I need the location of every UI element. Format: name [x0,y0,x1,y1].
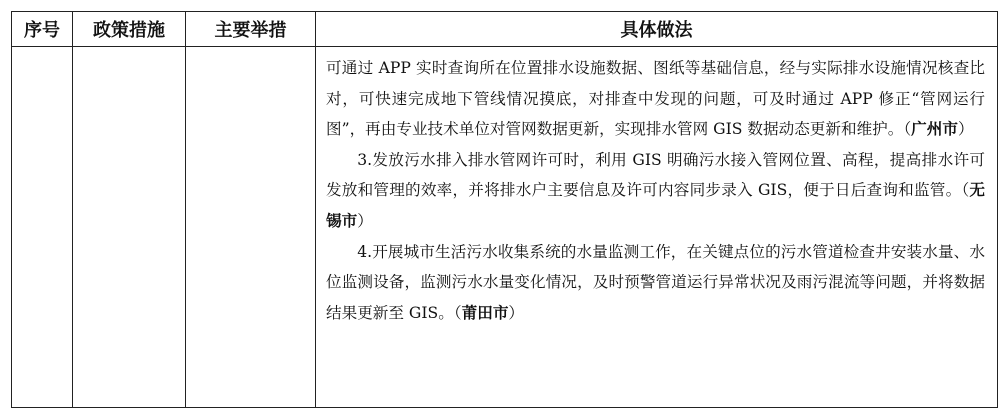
closing-paren: ） [357,211,373,230]
policy-measures-cell [73,47,186,408]
header-main-actions: 主要举措 [186,12,316,47]
practice-paragraph [326,53,985,145]
header-policy-measures: 政策措施 [73,12,186,47]
paragraph-text: 4.开展城市生活污水收集系统的水量监测工作，在关键点位的污水管道检查井安装水量、水位监测设备，监测污水水量变化情况，及时预警管道运行异常状况及雨污混流等问题，并将数据结果更新至 GIS。（ [326,242,985,322]
practice-paragraph [326,237,985,329]
city-name: 广州市 [911,120,958,139]
header-serial-number: 序号 [12,12,73,47]
paragraph-text: 3.发放污水排入排水管网许可时，利用 GIS 明确污水接入管网位置、高程，提高排水许可发放和管理的效率，并将排水户主要信息及许可内容同步录入 GIS，便于日后查询和监管。（ [326,150,985,200]
policy-table [11,11,998,408]
table-header-row [12,12,998,47]
serial-number-cell [12,47,73,408]
practices-text [316,47,997,328]
city-name: 无锡市 [326,181,985,230]
table-row [12,47,998,408]
main-actions-cell [186,47,316,408]
header-specific-practices: 具体做法 [316,12,998,47]
paragraph-text: 可通过 APP 实时查询所在位置排水设施数据、图纸等基础信息，经与实际排水设施情况核查比对，可快速完成地下管线情况摸底，对排查中发现的问题，可及时通过 APP 修正“管网运行图”，再由专业技术单位对管网数据更新，实现排水管网 GIS 数据动态更新和维护。（ [326,59,985,139]
city-name: 莆田市 [461,303,509,322]
closing-paren: ） [957,120,974,139]
practice-paragraph [326,145,985,237]
specific-practices-cell [316,47,998,408]
closing-paren: ） [508,303,525,322]
